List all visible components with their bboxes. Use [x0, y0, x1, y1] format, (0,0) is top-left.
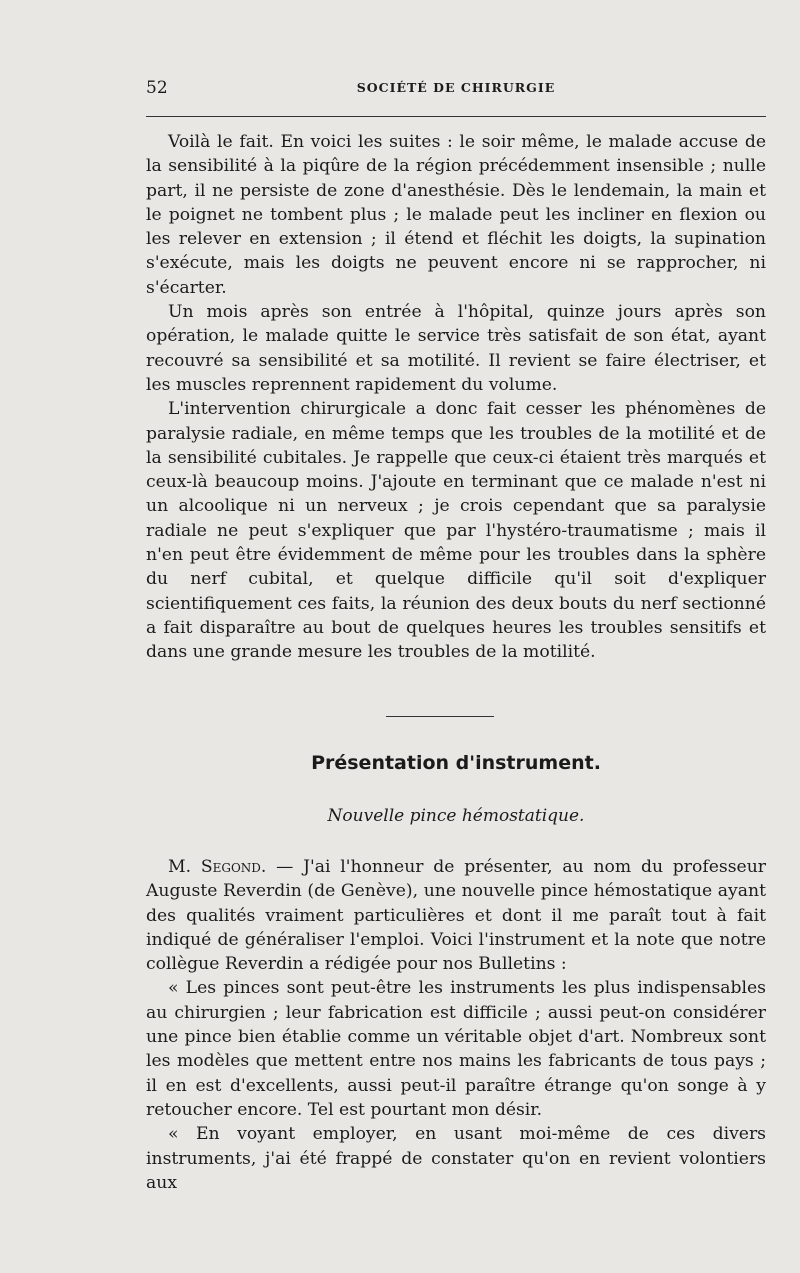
paragraph: Un mois après son entrée à l'hôpital, quinze jours après son opération, le malade quitte le service très satisfait de son état, ayant recouvré sa sensibilité et sa motilité. Il revient se faire électriser, et les muscles reprennent rapidement du volume.: [146, 302, 766, 395]
section-subtitle: Nouvelle pince hémostatique.: [327, 806, 585, 826]
speaker-name: M. Segond.: [168, 857, 267, 877]
paragraph: « En voyant employer, en usant moi-même de ces divers instruments, j'ai été frappé de constater qu'on en revient volontiers aux: [146, 1124, 766, 1193]
paragraph: Voilà le fait. En voici les suites : le soir même, le malade accuse de la sensibilité à la piqûre de la région précédemment insensible ; nulle part, il ne persiste de zone d'anesthésie. Dès le lendemain, la main et le poignet ne tombent plus ; le malade peut les incliner en flexion ou les relever en extension ; il étend et fléchit les doigts, la supination s'exécute, mais les doigts ne peuvent encore ni se rapprocher, ni s'écarter.: [146, 132, 766, 298]
paragraph: [146, 855, 766, 976]
paragraph: « Les pinces sont peut-être les instruments les plus indispensables au chirurgien ; leur fabrication est difficile ; aussi peut-on considérer une pince bien établie comme un véritable objet d'art. Nombreux sont les modèles que mettent entre nos mains les fabricants de tous pays ; il en est d'excellents, aussi peut-il paraître étrange qu'on songe à y retoucher encore. Tel est pourtant mon désir.: [146, 978, 766, 1120]
body-text-block: [146, 130, 766, 665]
page-header: [146, 78, 766, 100]
section-title: Présentation d'instrument.: [311, 752, 601, 774]
running-head: SOCIÉTÉ DE CHIRURGIE: [356, 80, 556, 95]
body-text-block-2: [146, 855, 766, 1195]
paragraph-text: — J'ai l'honneur de présenter, au nom du professeur Auguste Reverdin (de Genève), une nouvelle pince hémostatique ayant des qualités vraiment particulières et dont il me paraît tout à fait indiqué de généraliser l'emploi. Voici l'instrument et la note que notre collègue Reverdin a rédigée pour nos Bulletins :: [146, 857, 766, 975]
paragraph: L'intervention chirurgicale a donc fait cesser les phénomènes de paralysie radiale, en même temps que les troubles de la motilité et de la sensibilité cubitales. Je rappelle que ceux-ci étaient très marqués et ceux-là beaucoup moins. J'ajoute en terminant que ce malade n'est ni un alcoolique ni un nerveux ; je crois cependant que sa paralysie radiale ne peut s'expliquer que par l'hystéro-traumatisme ; mais il n'en peut être évidemment de même pour les troubles dans la sphère du nerf cubital, et quelque difficile qu'il soit d'expliquer scientifiquement ces faits, la réunion des deux bouts du nerf sectionné a fait disparaître au bout de quelques heures les troubles sensitifs et dans une grande mesure les troubles de la motilité.: [146, 399, 766, 663]
section-separator: [386, 716, 494, 717]
header-rule: [146, 116, 766, 117]
page-number: 52: [146, 78, 168, 98]
